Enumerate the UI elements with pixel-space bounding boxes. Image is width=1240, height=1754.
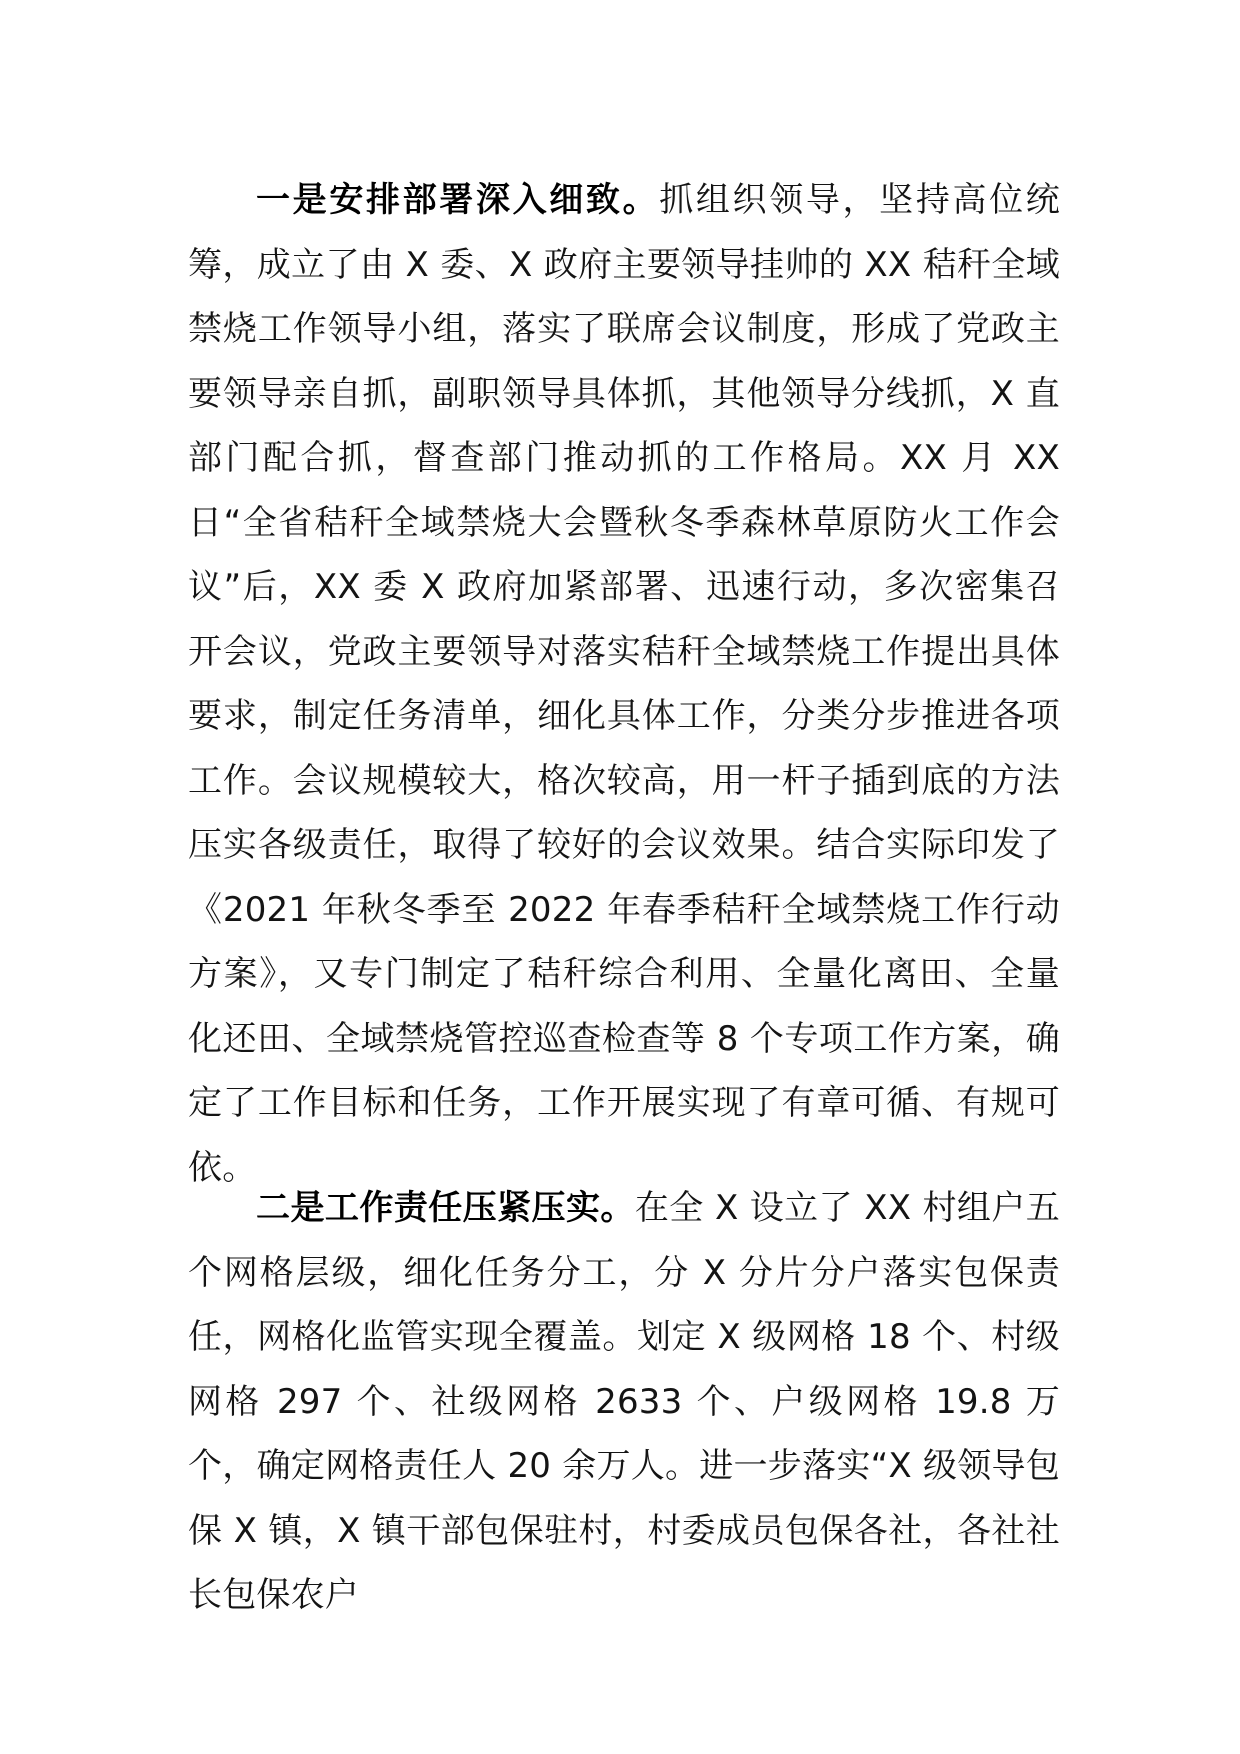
paragraph-lead-heading: 一是安排部署深入细致。 xyxy=(256,180,660,220)
paragraph-responsibility xyxy=(188,1176,1060,1628)
paragraph-deployment xyxy=(188,168,1060,1200)
paragraph-lead-heading: 二是工作责任压紧压实。 xyxy=(256,1188,635,1228)
paragraph-body-text: 抓组织领导，坚持高位统筹，成立了由 X 委、X 政府主要领导挂帅的 XX 秸秆全域禁烧工作领导小组，落实了联席会议制度，形成了党政主要领导亲自抓，副职领导具体抓，其他领导分线抓，X 直部门配合抓，督查部门推动抓的工作格局。XX 月 XX 日“全省秸秆全域禁烧大会暨秋冬季森林草原防火工作会议”后，XX 委 X 政府加紧部署、迅速行动，多次密集召开会议，党政主要领导对落实秸秆全域禁烧工作提出具体要求，制定任务清单，细化具体工作，分类分步推进各项工作。会议规模较大，格次较高，用一杆子插到底的方法压实各级责任，取得了较好的会议效果。结合实际印发了《2021 年秋冬季至 2022 年春季秸秆全域禁烧工作行动方案》，又专门制定了秸秆综合利用、全量化离田、全量化还田、全域禁烧管控巡查检查等 8 个专项工作方案，确定了工作目标和任务，工作开展实现了有章可循、有规可依。 xyxy=(188,180,1061,1188)
paragraph-body-text: 在全 X 设立了 XX 村组户五个网格层级，细化任务分工，分 X 分片分户落实包保责任，网格化监管实现全覆盖。划定 X 级网格 18 个、村级网格 297 个、社级网格 2633 个、户级网格 19.8 万个，确定网格责任人 20 余万人。进一步落实“X 级领导包保 X 镇，X 镇干部包保驻村，村委成员包保各社，各社社长包保农户 xyxy=(188,1188,1060,1615)
